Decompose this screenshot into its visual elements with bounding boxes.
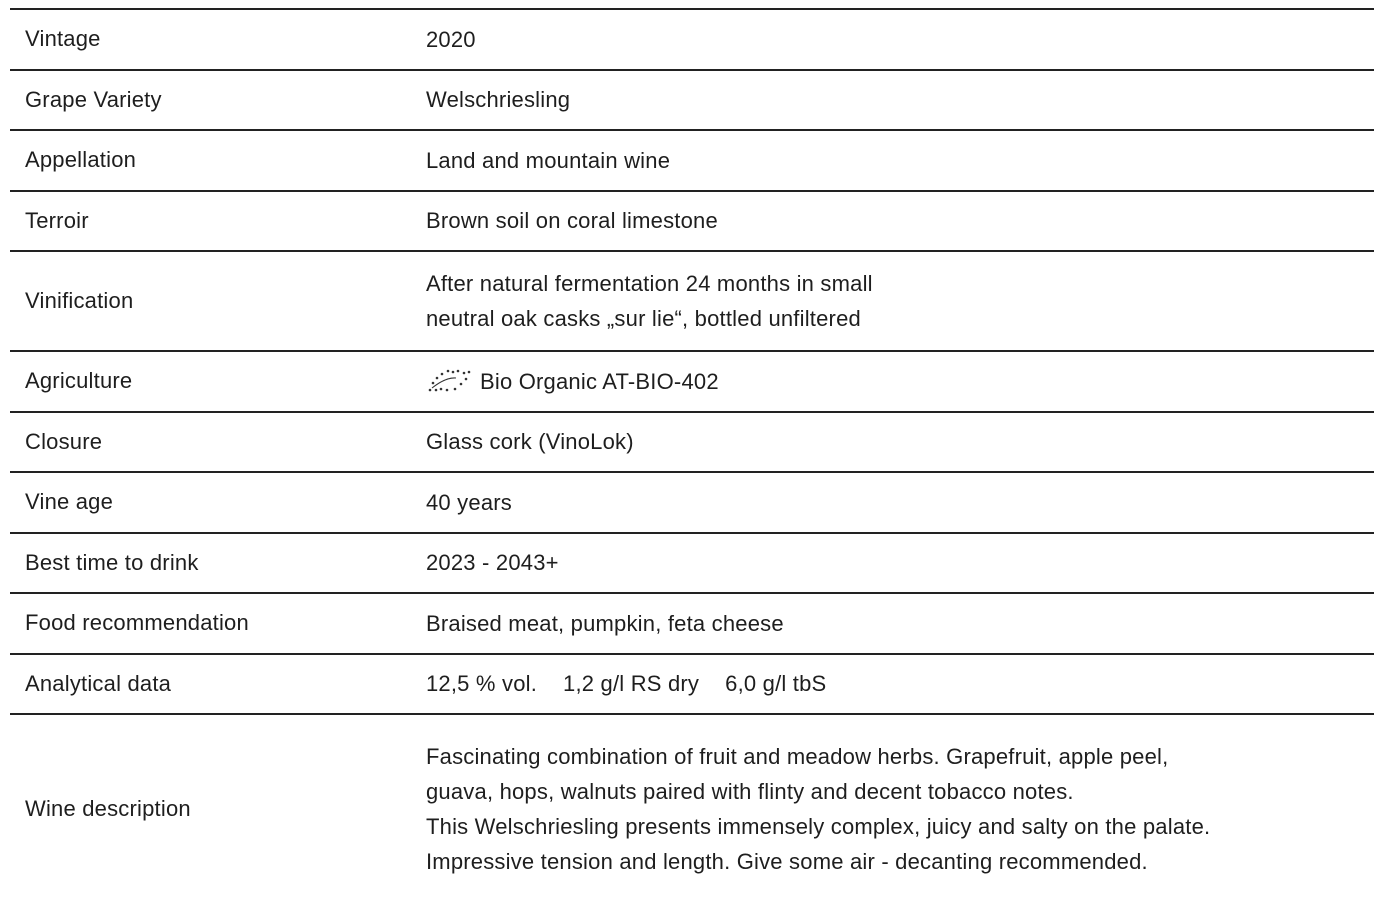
spec-row-appellation	[10, 131, 1374, 192]
eu-organic-leaf-icon	[426, 369, 472, 393]
vinification-line: neutral oak casks „sur lie“, bottled unfiltered	[426, 306, 861, 331]
description-line: This Welschriesling presents immensely complex, juicy and salty on the palate.	[426, 814, 1211, 839]
spec-row-terroir	[10, 192, 1374, 253]
spec-value: Glass cork (VinoLok)	[426, 429, 634, 455]
description-line: Fascinating combination of fruit and meadow herbs. Grapefruit, apple peel,	[426, 744, 1169, 769]
spec-value	[426, 739, 1374, 879]
spec-label: Terroir	[25, 207, 89, 233]
spec-value: Braised meat, pumpkin, feta cheese	[426, 610, 784, 636]
spec-value: Brown soil on coral limestone	[426, 208, 718, 234]
spec-label: Vine age	[25, 489, 114, 515]
spec-row-vintage	[10, 10, 1374, 71]
spec-value: Land and mountain wine	[426, 147, 671, 173]
description-line: guava, hops, walnuts paired with flinty and decent tobacco notes.	[426, 779, 1074, 804]
spec-value: 2020	[426, 26, 476, 52]
spec-value: 2023 - 2043+	[426, 550, 559, 576]
spec-row-best-time-to-drink	[10, 534, 1374, 595]
spec-label: Agriculture	[25, 368, 133, 394]
spec-row-wine-description	[10, 715, 1374, 903]
agriculture-text: Bio Organic AT-BIO-402	[480, 368, 719, 394]
acidity-value: 6,0 g/l tbS	[725, 671, 827, 697]
spec-row-grape-variety	[10, 71, 1374, 132]
spec-value	[426, 266, 1374, 336]
spec-value	[426, 666, 1374, 701]
alcohol-value: 12,5 % vol.	[426, 671, 538, 697]
spec-value: Welschriesling	[426, 87, 571, 113]
spec-label: Grape Variety	[25, 86, 162, 112]
spec-row-food-recommendation	[10, 594, 1374, 655]
vinification-line: After natural fermentation 24 months in small	[426, 271, 873, 296]
spec-label: Food recommendation	[25, 610, 249, 636]
spec-label: Wine description	[25, 796, 191, 821]
spec-label: Best time to drink	[25, 549, 199, 575]
spec-label: Analytical data	[25, 670, 172, 696]
wine-spec-table	[10, 8, 1374, 903]
spec-row-vinification	[10, 252, 1374, 352]
spec-row-analytical-data	[10, 655, 1374, 716]
spec-label: Vinification	[25, 288, 134, 313]
spec-label: Vintage	[25, 26, 101, 52]
spec-row-closure	[10, 413, 1374, 474]
spec-row-vine-age	[10, 473, 1374, 534]
spec-label: Closure	[25, 428, 103, 454]
spec-label: Appellation	[25, 147, 137, 173]
spec-value	[426, 364, 1374, 399]
description-line: Impressive tension and length. Give some air - decanting recommended.	[426, 849, 1148, 874]
spec-row-agriculture	[10, 352, 1374, 413]
spec-value: 40 years	[426, 489, 512, 515]
residual-sugar-value: 1,2 g/l RS dry	[563, 671, 700, 697]
